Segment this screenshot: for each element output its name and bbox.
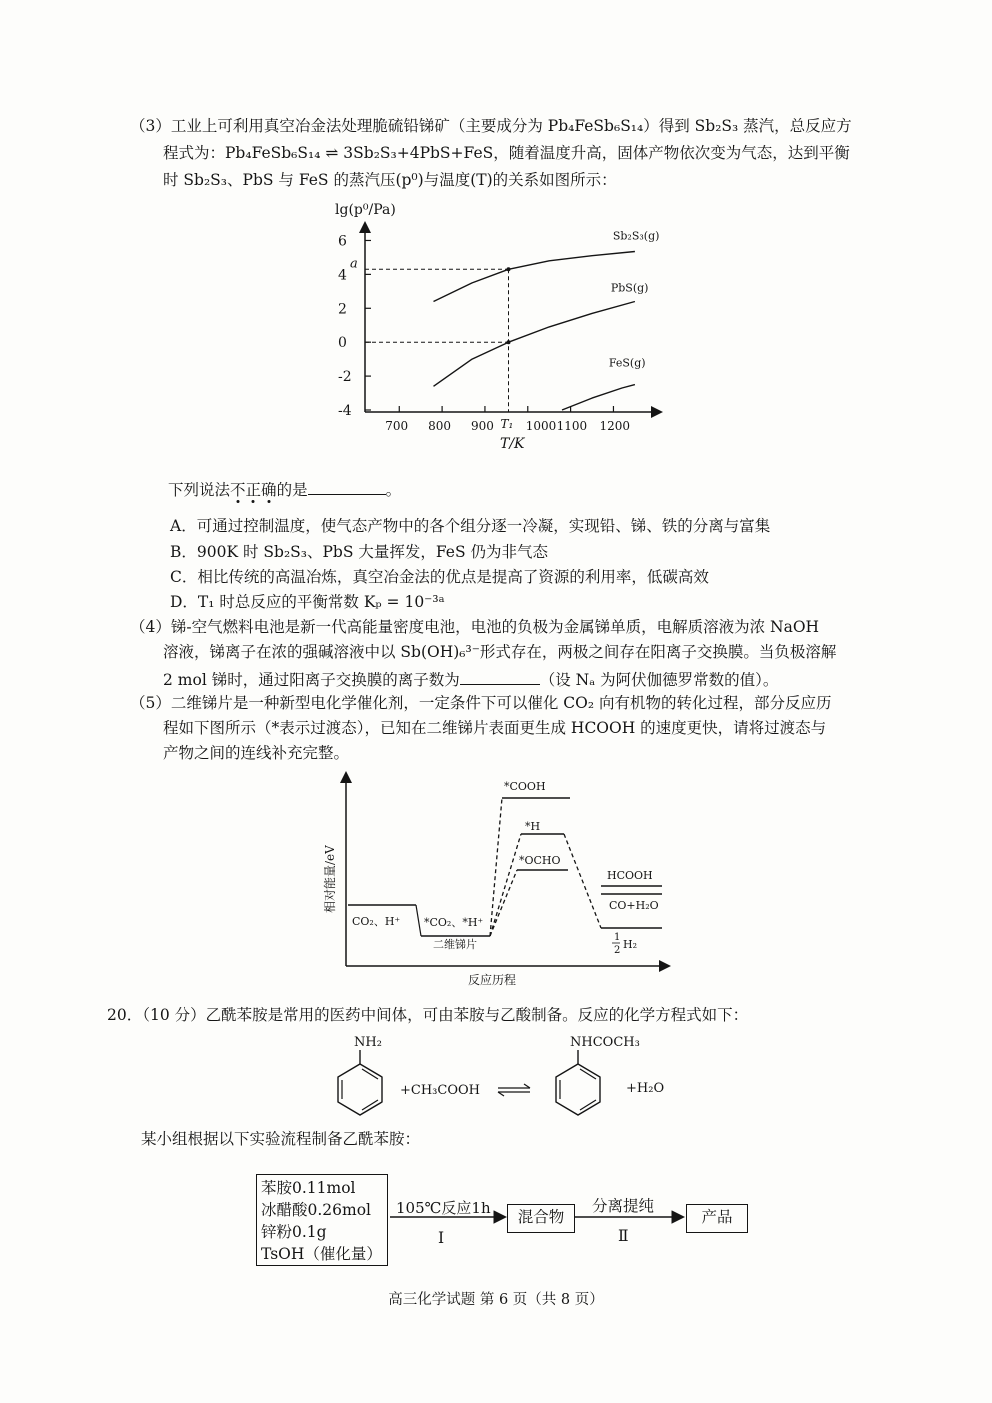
- q4-line2: 溶液，锑离子在浓的强碱溶液中以 Sb(OH)₆³⁻形式存在，两极之间存在阳离子交换膜。当负极溶解: [163, 643, 837, 661]
- q3-question-pre: 下列说法: [168, 481, 231, 499]
- q3-question-emph-1: 不: [230, 481, 246, 499]
- page-footer: 高三化学试题 第 6 页（共 8 页）: [388, 1292, 604, 1308]
- product-h2-den: 2: [614, 945, 621, 956]
- step2-label: 分离提纯: [592, 1197, 655, 1215]
- aniline-nh2-label: NH₂: [354, 1035, 382, 1050]
- product-box: 产品: [686, 1204, 748, 1233]
- path-h-to-h2: [564, 834, 601, 928]
- chart-x-tick-label: 1200: [599, 419, 630, 433]
- q5-line2: 程如下图所示（*表示过渡态），已知在二维锑片表面更生成 HCOOH 的速度更快，请将过渡态与: [163, 719, 827, 737]
- vapor-pressure-chart: [320, 192, 680, 457]
- reaction-scheme: [320, 1028, 680, 1128]
- series-line: [434, 252, 635, 302]
- product-h2-label: H₂: [623, 938, 638, 951]
- ts-h-label: *H: [525, 820, 541, 833]
- chart-x-tick-label: 900: [470, 419, 494, 433]
- q3-line3: 时 Sb₂S₃、PbS 与 FeS 的蒸汽压(p⁰)与温度(T)的关系如图所示：: [163, 171, 617, 189]
- label-a: a: [350, 256, 358, 272]
- q3-question-post: 的是: [276, 481, 308, 499]
- q3-question: [168, 478, 401, 500]
- acetanilide-benzene-ring: [556, 1050, 600, 1115]
- q20-flow-intro: 某小组根据以下实验流程制备乙酰苯胺：: [141, 1130, 421, 1148]
- reagent-4: TsOH（催化量）: [261, 1245, 382, 1263]
- mixture-box: 混合物: [507, 1204, 575, 1233]
- chart-y-tick-label: 6: [338, 233, 347, 250]
- water-label: +H₂O: [626, 1081, 665, 1096]
- path-to-ocho: [490, 870, 517, 936]
- chart-y-tick-label: -2: [338, 369, 352, 386]
- adsorbed-label: *CO₂、*H⁺: [424, 916, 484, 929]
- path-reactant-to-adsorbed: [416, 905, 421, 936]
- series-label: PbS(g): [610, 281, 649, 295]
- step1-number: Ⅰ: [438, 1229, 445, 1247]
- product-h2-num: 1: [614, 932, 621, 943]
- chart-x-tick-label: 800: [428, 419, 452, 433]
- ts-ocho-label: *OCHO: [519, 854, 561, 867]
- q3-question-end: 。: [385, 481, 402, 499]
- chart-y-tick-label: -4: [338, 403, 352, 419]
- q4-line1: （4）锑-空气燃料电池是新一代高能量密度电池，电池的负极为金属锑单质，电解质溶液为浓 NaOH: [130, 618, 820, 636]
- step1-label: 105℃反应1h: [396, 1199, 491, 1217]
- reagent-3: 锌粉0.1g: [261, 1223, 327, 1241]
- step2-number: Ⅱ: [618, 1227, 629, 1245]
- energy-x-label: 反应历程: [468, 973, 517, 987]
- q3-question-emph-3: 确: [261, 481, 277, 499]
- chart-x-axis-label: T/K: [500, 436, 525, 452]
- ts-cooh-label: *COOH: [504, 780, 546, 793]
- q3-option-a: A．可通过控制温度，使气态产物中的各个组分逐一冷凝，实现铅、锑、铁的分离与富集: [170, 517, 771, 535]
- acetanilide-nhcoch3-label: NHCOCH₃: [570, 1035, 640, 1050]
- acetic-acid-label: +CH₃COOH: [400, 1083, 480, 1098]
- chart-y-tick-label: 2: [338, 301, 347, 318]
- q5-line3: 产物之间的连线补充完整。: [163, 744, 350, 762]
- label-t1: T₁: [500, 417, 514, 431]
- q3-option-b: B．900K 时 Sb₂S₃、PbS 大量挥发，FeS 仍为非气态: [170, 543, 549, 561]
- q4-line3-pre: 2 mol 锑时，通过阳离子交换膜的离子数为: [163, 671, 460, 689]
- chart-y-axis-label: lg(p⁰/Pa): [335, 202, 396, 218]
- energy-y-label: 相对能量/eV: [323, 845, 337, 913]
- series-line: [562, 385, 635, 410]
- series-label: FeS(g): [608, 356, 646, 370]
- product-co-h2o-label: CO+H₂O: [609, 899, 659, 912]
- q3-question-emph-2: 正: [245, 481, 262, 499]
- q5-line1: （5）二维锑片是一种新型电化学催化剂，一定条件下可以催化 CO₂ 向有机物的转化过程，部分反应历: [130, 694, 832, 712]
- reagents-box: [256, 1174, 388, 1266]
- equilibrium-arrow: [498, 1084, 530, 1096]
- reagent-1: 苯胺0.11mol: [261, 1179, 356, 1197]
- q4-line3: [163, 668, 778, 690]
- aniline-benzene-ring: [338, 1050, 382, 1115]
- surface-label: 二维锑片: [433, 938, 477, 951]
- chart-x-tick-label: 1100: [556, 419, 588, 433]
- chart-x-tick-label: 700: [385, 419, 409, 433]
- product-hcooh-label: HCOOH: [607, 869, 653, 882]
- reagent-2: 冰醋酸0.26mol: [261, 1201, 371, 1219]
- q3-line1: （3）工业上可利用真空冶金法处理脆硫铅锑矿（主要成分为 Pb₄FeSb₆S₁₄）得到 Sb₂S₃ 蒸汽，总反应方: [130, 117, 852, 135]
- reactant-label: CO₂、H⁺: [352, 915, 401, 928]
- series-line: [434, 302, 635, 387]
- chart-y-tick-label: 0: [338, 335, 347, 352]
- energy-profile-diagram: [318, 768, 678, 990]
- chart-x-tick-label: 1000: [525, 419, 557, 433]
- q20-line1: 20．（10 分）乙酰苯胺是常用的医药中间体，可由苯胺与乙酸制备。反应的化学方程式如下：: [107, 1006, 749, 1024]
- q3-option-d: D．T₁ 时总反应的平衡常数 Kₚ = 10⁻³ᵃ: [170, 593, 445, 611]
- chart-y-tick-label: 4: [338, 267, 347, 284]
- q3-line2: 程式为：Pb₄FeSb₆S₁₄ ⇌ 3Sb₂S₃+4PbS+FeS，随着温度升高，固体产物依次变为气态，达到平衡: [163, 144, 850, 162]
- q4-line3-post: （设 Nₐ 为阿伏伽德罗常数的值）。: [539, 671, 779, 689]
- q4-answer-blank[interactable]: [460, 668, 540, 685]
- q3-answer-blank[interactable]: [308, 478, 386, 495]
- series-label: Sb₂S₃(g): [612, 229, 660, 243]
- q3-option-c: C．相比传统的高温冶炼，真空冶金法的优点是提高了资源的利用率，低碳高效: [170, 568, 709, 586]
